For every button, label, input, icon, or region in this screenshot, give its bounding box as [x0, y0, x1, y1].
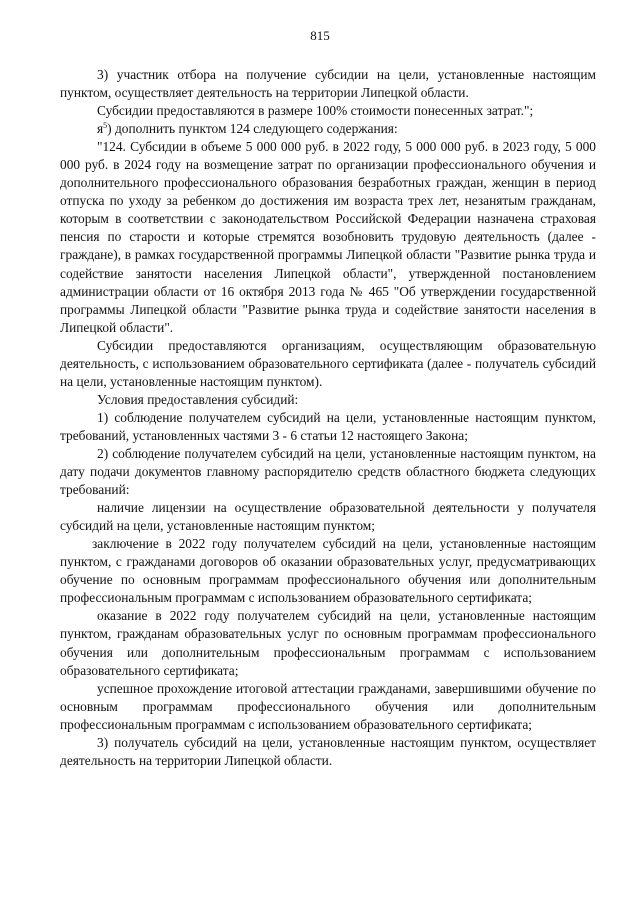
paragraph-requirement-license: наличие лицензии на осуществление образовательной деятельности у получателя субсидий на цели, установленные настоящим пунктом; — [60, 500, 596, 534]
document-body — [60, 66, 596, 770]
paragraph-condition-1: 1) соблюдение получателем субсидий на цели, установленные настоящим пунктом, требований, установленных частями 3 - 6 статьи 12 настоящего Закона; — [60, 409, 596, 443]
paragraph-condition-2: 2) соблюдение получателем субсидий на цели, установленные настоящим пунктом, на дату подачи документов главному распорядителю средств областного бюджета следующих требований: — [60, 445, 596, 498]
paragraph-recipients: Субсидии предоставляются организациям, осуществляющим образовательную деятельность, с использованием образовательного сертификата (далее - получатель субсидий на цели, установленные настоящим пунктом). — [60, 337, 596, 389]
paragraph-conditions-heading: Условия предоставления субсидий: — [97, 391, 299, 407]
paragraph-requirement-contracts: заключение в 2022 году получателем субсидий на цели, установленные настоящим пунктом, с гражданами договоров об оказании образовательных услуг, предусматривающих обучение по основным программам профессионального обучения или дополнительным профессиональным программам с использованием образовательного сертификата; — [60, 536, 596, 606]
paragraph-amend-item — [60, 120, 596, 138]
paragraph-condition-3: 3) получатель субсидий на цели, установленные настоящим пунктом, осуществляет деятельность на территории Липецкой области. — [60, 734, 596, 768]
amend-item-text: ) дополнить пунктом 124 следующего содержания: — [107, 121, 398, 137]
paragraph-item-124: "124. Субсидии в объеме 5 000 000 руб. в 2022 году, 5 000 000 руб. в 2023 году, 5 000 000 руб. в 2024 году на возмещение затрат по организации профессионального обучения и дополнительного профессионального образования безработных граждан, женщин в период отпуска по уходу за ребенком до достижения им возраста трех лет, незанятым гражданам, которым в соответствии с законодательством Российской Федерации назначена страховая пенсия по старости и которые стремятся возобновить трудовую деятельность (далее - граждане), в рамках государственной программы Липецкой области "Развитие рынка труда и содействие занятости населения Липецкой области", утвержденной постановлением администрации области от 16 октября 2013 года № 465 "Об утверждении государственной программы Липецкой области "Развитие рынка труда и содействие занятости населения в Липецкой области". — [60, 139, 596, 335]
paragraph-requirement-services: оказание в 2022 году получателем субсидий на цели, установленные настоящим пунктом, гражданам образовательных услуг по основным программам профессионального обучения или дополнительным профессиональным программам с использованием образовательного сертификата; — [60, 608, 596, 678]
paragraph-participant-territory: 3) участник отбора на получение субсидии на цели, установленные настоящим пунктом, осуществляет деятельность на территории Липецкой области. — [60, 67, 596, 101]
amend-item-prefix: я — [97, 121, 104, 137]
page-number: 815 — [310, 28, 330, 43]
amend-item-superscript: 5 — [103, 121, 108, 131]
paragraph-requirement-attestation: успешное прохождение итоговой аттестации гражданами, завершившими обучение по основным программам профессионального обучения или дополнительным профессиональным программам с использованием образовательного сертификата; — [60, 680, 596, 732]
paragraph-subsidy-amount: Субсидии предоставляются в размере 100% стоимости понесенных затрат."; — [97, 103, 534, 119]
